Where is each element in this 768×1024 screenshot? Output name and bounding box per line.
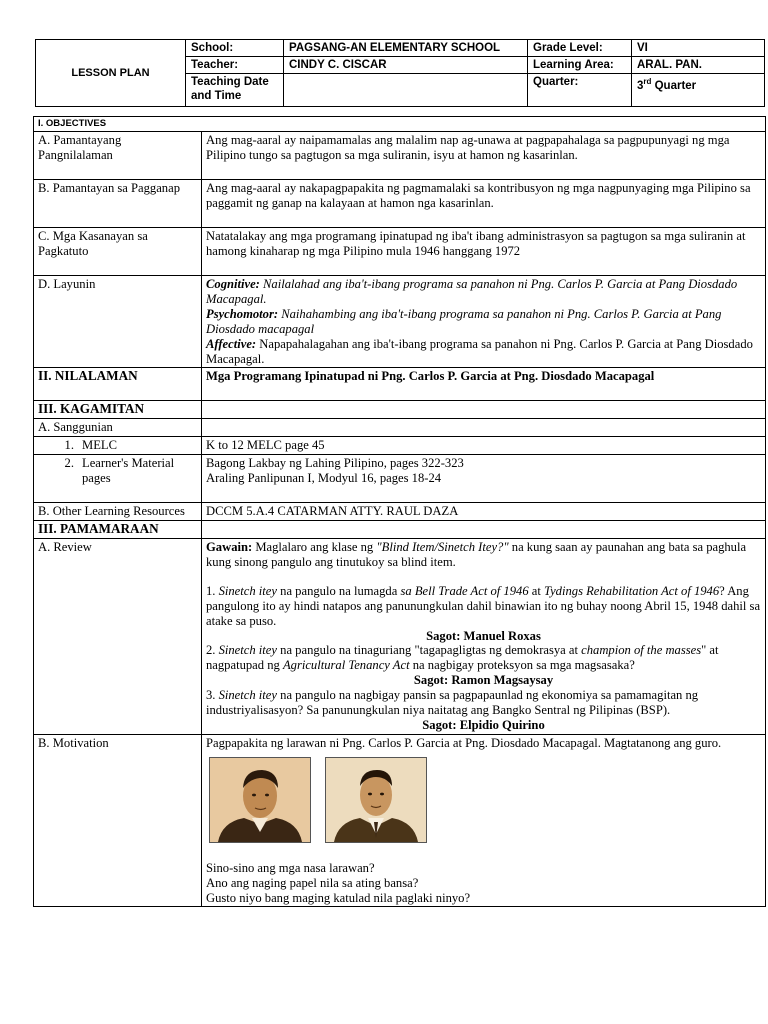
objective-b-text: Ang mag-aaral ay nakapagpapakita ng pagmamalaki sa kontribusyon ng mga nagpunyaging mga Pilipino sa paggamit ng ganap na kalayaan at hamon nga kasarinlan. — [202, 180, 766, 228]
motivation-question-1: Sino-sino ang mga nasa larawan? — [206, 860, 375, 875]
motivation-content: Pagpapakita ng larawan ni Png. Carlos P. Garcia at Png. Diosdado Macapagal. Magtatanong ang guro. Sino-sino ang mga nasa larawan? Ano ang naging papel nila sa ating bansa? Gusto niyo bang maging katulad nila paglaki ninyo? — [202, 734, 766, 907]
nilalaman-heading: II. NILALAMAN — [34, 368, 202, 401]
lesson-plan-body — [33, 116, 766, 907]
area-label: Learning Area: — [528, 57, 632, 74]
lesson-plan-title: LESSON PLAN — [36, 40, 186, 107]
pamamaraan-heading: III. PAMAMARAAN — [34, 521, 202, 539]
answer-2: Sagot: Ramon Magsaysay — [413, 673, 554, 688]
quarter-value: 3rd Quarter — [632, 74, 765, 107]
objective-d-label: D. Layunin — [34, 276, 202, 368]
objective-a-text: Ang mag-aaral ay naipamamalas ang malalim nap ag-unawa at pagpapahalaga sa pagpupunyagi ng mga Pilipino tungo sa pagtugon sa mga suliranin, isyu at hamon ng kasarinlan. — [202, 132, 766, 180]
other-resources-label: B. Other Learning Resources — [34, 503, 202, 521]
date-value — [284, 74, 528, 107]
teacher-label: Teacher: — [186, 57, 284, 74]
answer-3: Sagot: Elpidio Quirino — [422, 717, 545, 732]
school-value: PAGSANG-AN ELEMENTARY SCHOOL — [284, 40, 528, 57]
grade-label: Grade Level: — [528, 40, 632, 57]
garcia-portrait-image — [209, 757, 311, 843]
answer-1: Sagot: Manuel Roxas — [426, 628, 541, 643]
objective-b-label: B. Pamantayan sa Pagganap — [34, 180, 202, 228]
date-label: Teaching Date and Time — [186, 74, 284, 107]
sanggunian-label: A. Sanggunian — [34, 419, 202, 437]
other-resources-text: DCCM 5.A.4 CATARMAN ATTY. RAUL DAZA — [202, 503, 766, 521]
lesson-plan-header — [35, 39, 765, 107]
melc-text: K to 12 MELC page 45 — [202, 437, 766, 455]
objective-c-label: C. Mga Kasanayan sa Pagkatuto — [34, 228, 202, 276]
grade-value: VI — [632, 40, 765, 57]
review-label: A. Review — [34, 538, 202, 734]
teacher-value: CINDY C. CISCAR — [284, 57, 528, 74]
kagamitan-empty — [202, 401, 766, 419]
lm-label: 2. Learner's Material pages — [34, 455, 202, 503]
motivation-question-2: Ano ang naging papel nila sa ating bansa? — [206, 875, 419, 890]
objective-d-text: Cognitive: Nailalahad ang iba't-ibang programa sa panahon ni Png. Carlos P. Garcia at Pang Diosdado Macapagal. Psychomotor: Naihahambing ang iba't-ibang programa sa panahon ni Png. Carlos P. Garcia at Pang Diosdado macapagal Affective: Napapahalagahan ang iba't-ibang programa sa panahon ni Png. Carlos P. Garcia at Pang Diosdado Macapagal. — [202, 276, 766, 368]
macapagal-portrait-image — [325, 757, 427, 843]
objective-a-label: A. Pamantayang Pangnilalaman — [34, 132, 202, 180]
sanggunian-empty — [202, 419, 766, 437]
objective-c-text: Natatalakay ang mga programang ipinatupad ng iba't ibang administrasyon sa pagtugon sa mga suliranin at hamong kinaharap ng mga Pilipino mula 1946 hanggang 1972 — [202, 228, 766, 276]
lm-text: Bagong Lakbay ng Lahing Pilipino, pages 322-323 Araling Panlipunan I, Modyul 16, pages 18-24 — [202, 455, 766, 503]
kagamitan-heading: III. KAGAMITAN — [34, 401, 202, 419]
motivation-label: B. Motivation — [34, 734, 202, 907]
area-value: ARAL. PAN. — [632, 57, 765, 74]
motivation-question-3: Gusto niyo bang maging katulad nila paglaki ninyo? — [206, 890, 471, 905]
pamamaraan-empty — [202, 521, 766, 539]
melc-label: 1. MELC — [34, 437, 202, 455]
review-content: Gawain: Maglalaro ang klase ng "Blind Item/Sinetch Itey?" na kung saan ay paunahan ang bata sa paghula kung sinong pangulo ang tinutukoy sa blind item. 1. Sinetch itey na pangulo na lumagda sa Bell Trade Act of 1946 at Tydings Rehabilitation Act of 1946? Ang pangulong ito ay hindi natapos ang panunungkulan dahil binawian ito ng buhay noong Abril 15, 1948 dahil sa atake sa puso. Sagot: Manuel Roxas 2. Sinetch itey na pangulo na tinaguriang "tagapagligtas ng demokrasya at champion of the masses" at nagpatupad ng Agricultural Tenancy Act na nagbigay proteksyon sa mga magsasaka? Sagot: Ramon Magsaysay 3. Sinetch itey na pangulo na nagbigay pansin sa pagpapaunlad ng ekonomiya sa pamamagitan ng industriyalisasyon? Sa panunungkulan niya naitatag ang Bangko Sentral ng Pilipinas (BSP). Sagot: Elpidio Quirino — [202, 538, 766, 734]
objectives-heading: I. OBJECTIVES — [34, 117, 766, 132]
quarter-label: Quarter: — [528, 74, 632, 107]
nilalaman-text: Mga Programang Ipinatupad ni Png. Carlos P. Garcia at Png. Diosdado Macapagal — [202, 368, 766, 401]
school-label: School: — [186, 40, 284, 57]
